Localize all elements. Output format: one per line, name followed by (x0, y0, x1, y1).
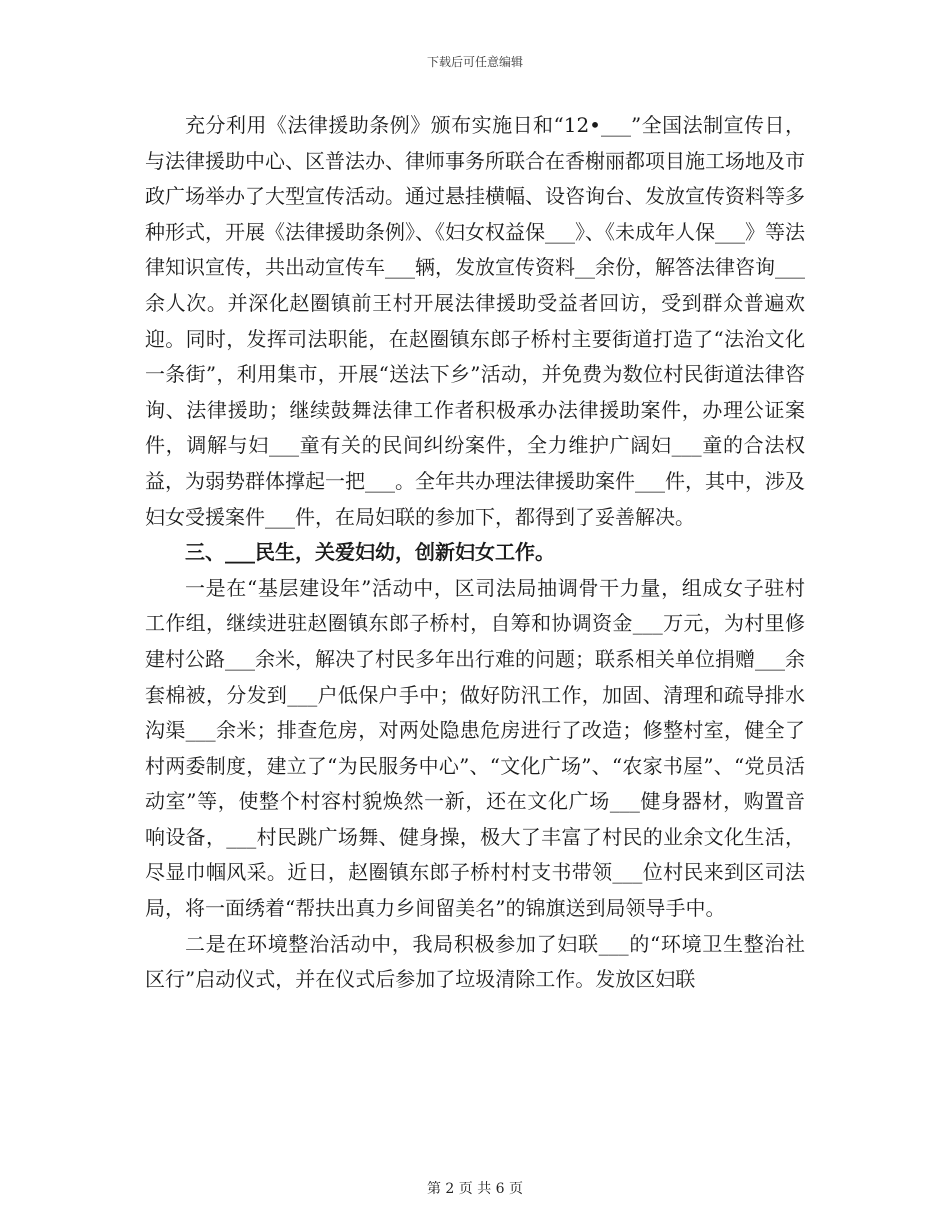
paragraph-grassroots-year: 一是在“基层建设年”活动中，区司法局抽调骨干力量，组成女子驻村工作组，继续进驻赵圈镇东郎子桥村，自筹和协调资金___万元，为村里修建村公路___余米，解决了村民多年出行难的问题；联系相关单位捐赠___余套棉被，分发到___户低保户手中；做好防汛工作，加固、清理和疏导排水沟渠___余米；排查危房，对两处隐患危房进行了改造；修整村室，健全了村两委制度，建立了“为民服务中心”、“文化广场”、“农家书屋”、“党员活动室”等，使整个村容村貌焕然一新，还在文化广场___健身器材，购置音响设备，___村民跳广场舞、健身操，极大了丰富了村民的业余文化生活，尽显巾帼风采。近日，赵圈镇东郎子桥村村支书带领___位村民来到区司法局，将一面绣着“帮扶出真力乡间留美名”的锦旗送到局领导手中。 (145, 575, 805, 921)
page-number-footer: 第 2 页 共 6 页 (426, 1181, 524, 1197)
document-body (145, 108, 805, 998)
section-heading-three: 三、___民生，关爱妇幼，创新妇女工作。 (185, 540, 555, 565)
page-header: 下载后可任意编辑 (426, 55, 523, 69)
paragraph-legal-aid-publicity: 充分利用《法律援助条例》颁布实施日和“12•___”全国法制宣传日，与法律援助中心、区普法办、律师事务所联合在香榭丽都项目施工场地及市政广场举办了大型宣传活动。通过悬挂横幅、设咨询台、发放宣传资料等多种形式，开展《法律援助条例》、《妇女权益保___》、《未成年人保___》等法律知识宣传，共出动宣传车___辆，发放宣传资料__余份，解答法律咨询___余人次。并深化赵圈镇前王村开展法律援助受益者回访，受到群众普遍欢迎。同时，发挥司法职能，在赵圈镇东郎子桥村主要街道打造了“法治文化一条街”，利用集市，开展“送法下乡”活动，并免费为数位村民街道法律咨询、法律援助；继续鼓舞法律工作者积极承办法律援助案件，办理公证案件，调解与妇___童有关的民间纠纷案件，全力维护广阔妇___童的合法权益，为弱势群体撑起一把___。全年共办理法律援助案件___件，其中，涉及妇女受援案件___件，在局妇联的参加下，都得到了妥善解决。 (145, 113, 805, 529)
paragraph-environment-campaign: 二是在环境整治活动中，我局积极参加了妇联___的“环境卫生整治社区行”启动仪式，并在仪式后参加了垃圾清除工作。发放区妇联 (145, 931, 805, 992)
